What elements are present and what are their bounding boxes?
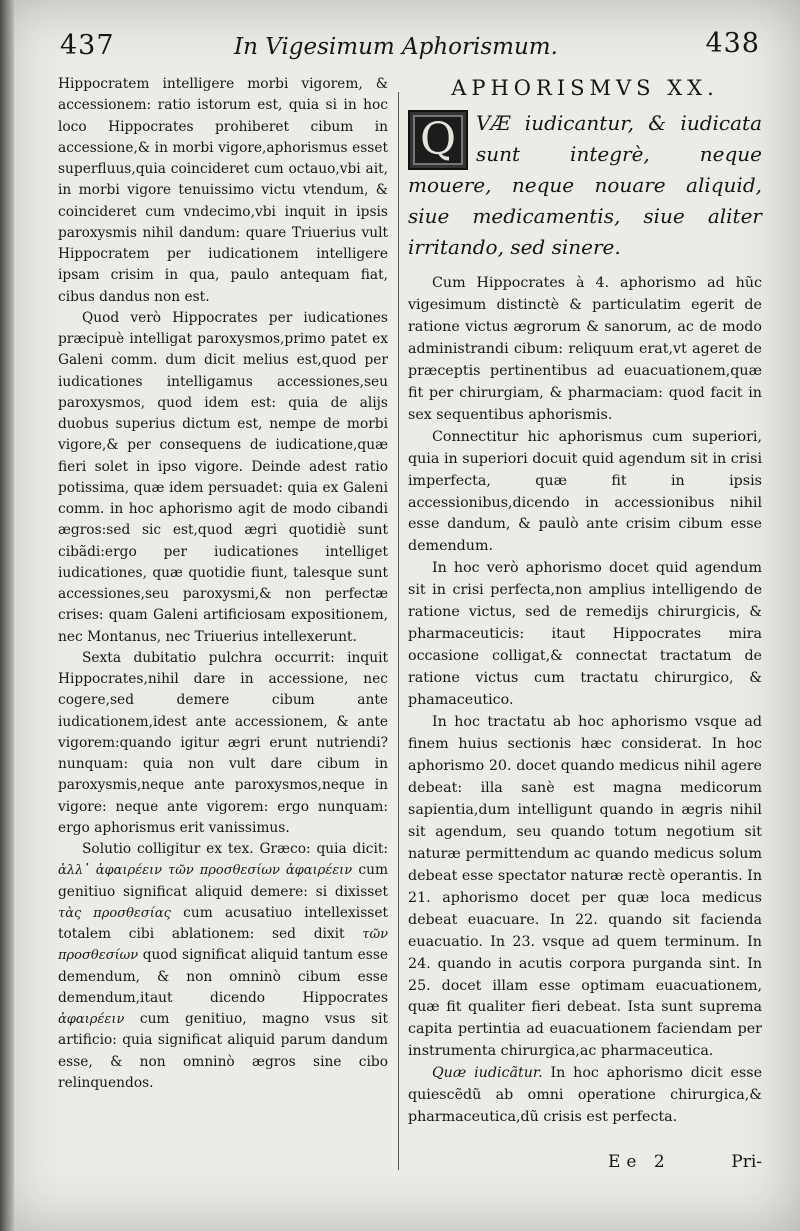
greek-phrase-4: ἀφαιρέειν (58, 1012, 125, 1027)
right-paragraph-4: In hoc tractatu ab hoc aphorismo vsque ad finem huius sectionis hæc considerat. In hoc aphorismo 20. docet quando medicus nihil agere debeat: illa sanè est magna medicorum sapientia,dum intelligunt quando in ægris nihil sit agendum, seu quando totum negotium sit naturæ permittendum ac quando medicus solum debeat esse spectator naturæ rectè operantis. In 21. aphorismo docet per quæ loca medicus debeat euacuare. In 22. quando sit facienda euacuatio. In 23. vsque ad quem terminum. In 24. quando in acutis corpora purganda sint. In 25. docet illam esse optimam euacuationem, quæ fit qualiter fieri debeat. Ista sunt suprema capita pertintia ad euacuationem faciendam per instrumenta chirurgica,ac pharmaceutica. (408, 714, 762, 1060)
greek-phrase-1: ἀλλ᾽ ἀφαιρέειν τῶν προσθεσίων ἀφαιρέειν (58, 863, 353, 879)
left-paragraph-2: Quod verò Hippocrates per iudicationes præcipuè intelligat paroxysmos,primo patet ex Galeni comm. dum dicit melius est,quod per iudicationes intelligamus accessiones,seu paroxysmos, quod idem est: quia de alijs duobus superius dictum est, nempe de morbi vigore,& per consequens de iudicatione,quæ fieri solet in ipso vigore. Deinde adest ratio potissima, quæ idem persuadet: quia ex Galeni comm. in hoc aphorismo agit de modo cibandi ægros:sed sic est,quod ægri quotidiè sunt cibãdi:ergo per iudicationes intelliget iudicationes, quæ quotidie fiunt, talesque sunt accessiones,seu paroxysmi,& non perfectæ crises: quam Galeni artificiosam expositionem, nec Montanus, nec Triuerius intellexerunt. (58, 309, 388, 645)
aphorism-body: VÆ iudicantur, & iudicata sunt integrè, neque mouere, neque nouare aliquid, siue medicamentis, siue aliter irritando, sed sinere. (408, 111, 762, 259)
greek-phrase-2: τὰς προσθεσίας (58, 905, 171, 921)
signature-mark: Ee 2 (608, 1152, 671, 1172)
lemma-commentary: In hoc aphorismo dicit esse quiescẽdũ ab omni operatione chirurgica,& pharmaceutica,dũ crisis est perfecta. (408, 1065, 763, 1126)
running-title: In Vigesimum Aphorismum. (234, 34, 558, 60)
solution-text-c: cum acusatiuo intellexisset totalem cibi ablationem: sed dixit (58, 904, 388, 942)
greek-phrase-3: τῶν προσθεσίων (58, 927, 388, 964)
left-paragraph-4 (58, 839, 388, 1094)
column-divider (398, 92, 399, 1170)
decorated-initial-q: Q (408, 110, 468, 170)
solution-text-a: Solutio colligitur ex tex. Græco: quia dicit: (82, 841, 388, 857)
page-header (52, 30, 770, 66)
solution-text-b: cum genitiuo significat aliquid demere: si dixisset (58, 862, 388, 900)
right-paragraph-2: Connectitur hic aphorismus cum superiori, quia in superiori docuit quid agendum sit in crisi imperfecta, quæ fit in ipsis accessionibus,dicendo in accessionibus nihil esse dandum, & paulò ante crisim cibum esse demendum. (408, 428, 762, 555)
solution-text-e: cum genitiuo, magno vsus sit artificio: quia significat aliquid parum dandum esse, & non omninò ægros sine cibo relinquendos. (58, 1011, 388, 1091)
right-column (408, 74, 762, 1129)
left-column (58, 74, 388, 1094)
solution-text-d: quod significat aliquid tantum esse demendum, & non omninò cibum esse demendum,itaut dicendo Hippocrates (58, 947, 389, 1006)
lemma: Quæ iudicãtur. (432, 1065, 543, 1082)
book-spine-shadow (0, 0, 14, 1231)
right-paragraph-3: In hoc verò aphorismo docet quid agendum sit in crisi perfecta,non amplius intelligendo de ratione victus, sed de remedijs chirurgicis, & pharmaceuticis: itaut Hippocrates mira occasione colligat,& connectat tractatum de ratione victus cum tractatu chirurgico, & phamaceutico. (408, 560, 762, 709)
catchword: Pri- (731, 1152, 762, 1172)
right-paragraph-1: Cum Hippocrates à 4. aphorismo ad hũc vigesimum distinctè & particulatim egerit de ratione victus ægrorum & sanorum, ac de modo administrandi cibum: reliquum erat,vt ageret de præceptis pertinentibus ad euacuationem,quæ fit per chirurgiam, & pharmaciam: quod facit in sex sequentibus aphorismis. (408, 275, 762, 423)
right-paragraph-5 (408, 1063, 762, 1129)
aphorism-text (408, 108, 762, 263)
aphorism-heading: APHORISMVS XX. (451, 76, 719, 100)
left-paragraph-3: Sexta dubitatio pulchra occurrit: inquit Hippocrates,nihil dare in accessione, nec cogere,sed demere cibum ante iudicationem,idest ante accessionem, & ante vigorem:quando igitur ægri erunt nutriendi? nunquam: quia non vult dare cibum in paroxysmis,neque ante paroxysmos,neque in vigore: neque ante vigorem: ergo nunquam: ergo aphorismus erit vanissimus. (58, 649, 388, 836)
page-number-left: 437 (60, 30, 115, 61)
left-paragraph-1: Hippocratem intelligere morbi vigorem, & accessionem: ratio istorum est, quia si in hoc loco Hippocrates prohiberet cibum in accessione,& in morbi vigore,aphorismus esset superfluus,quia coincideret cum octauo,vbi ait, in morbi vigore tenuissimo victu vtendum, & coincideret cum vndecimo,vbi inquit in ipsis paroxysmis nihil dandum: quare Triuerius vult Hippocratem per iudicationem intelligere ipsam crisim in qua, paulo antequam fiat, cibus dandus non est. (58, 76, 388, 305)
page-number-right: 438 (705, 28, 760, 59)
